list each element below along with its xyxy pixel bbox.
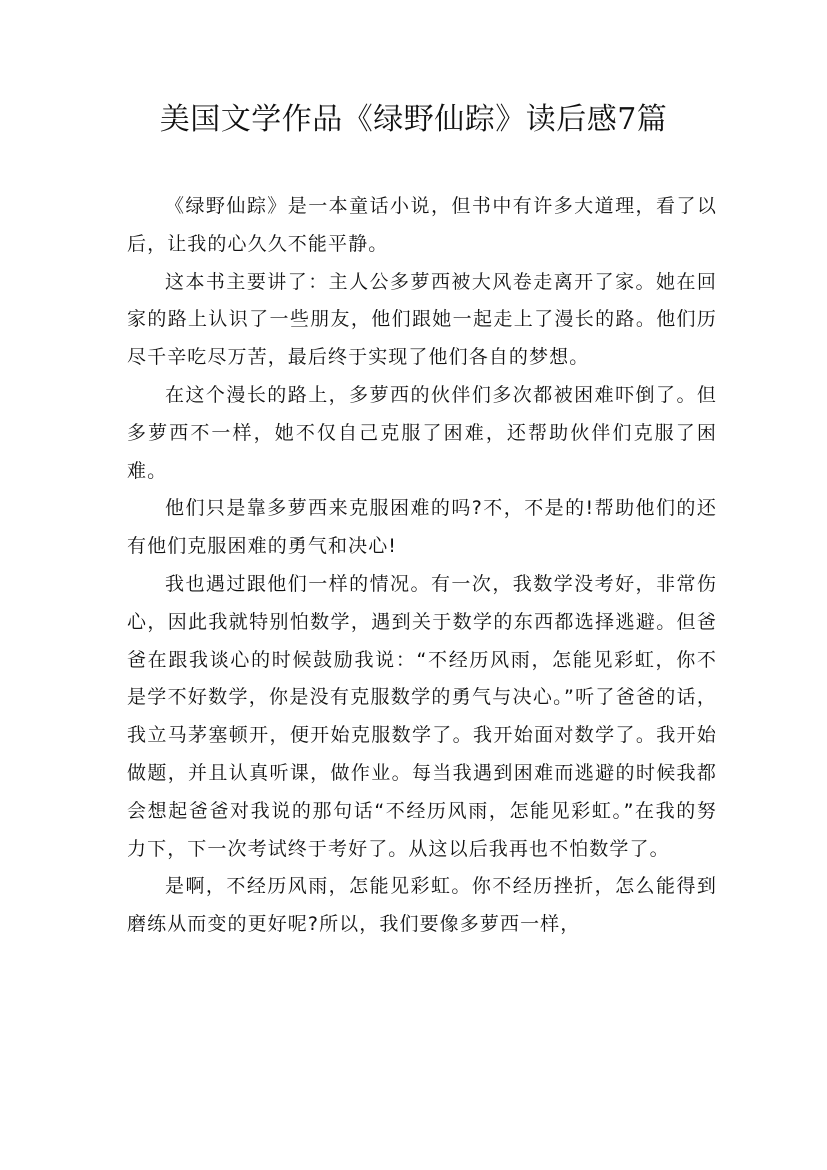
paragraph-5: 我也遇过跟他们一样的情况。有一次，我数学没考好，非常伤心，因此我就特别怕数学，遇到关于数学的东西都选择逃避。但爸爸在跟我谈心的时候鼓励我说：“不经历风雨，怎能见彩虹，你不是学不好数学，你是没有克服数学的勇气与决心。”听了爸爸的话，我立马茅塞顿开，便开始克服数学了。我开始面对数学了。我开始做题，并且认真听课，做作业。每当我遇到困难而逃避的时候我都会想起爸爸对我说的那句话“不经历风雨，怎能见彩虹。”在我的努力下，下一次考试终于考好了。从这以后我再也不怕数学了。 xyxy=(127,572,717,860)
document-title: 美国文学作品《绿野仙踪》读后感7篇 xyxy=(159,102,668,137)
paragraph-1: 《绿野仙踪》是一本童话小说，但书中有许多大道理，看了以后，让我的心久久不能平静。 xyxy=(127,195,717,255)
paragraph-4: 他们只是靠多萝西来克服困难的吗?不，不是的!帮助他们的还有他们克服困难的勇气和决心! xyxy=(127,497,717,558)
paragraph-2: 这本书主要讲了：主人公多萝西被大风卷走离开了家。她在回家的路上认识了一些朋友，他们跟她一起走上了漫长的路。他们历尽千辛吃尽万苦，最后终于实现了他们各自的梦想。 xyxy=(127,270,717,369)
paragraph-6: 是啊，不经历风雨，怎能见彩虹。你不经历挫折，怎么能得到磨练从而变的更好呢?所以，我们要像多萝西一样， xyxy=(127,875,717,936)
document-body xyxy=(127,188,717,944)
paragraph-3: 在这个漫长的路上，多萝西的伙伴们多次都被困难吓倒了。但多萝西不一样，她不仅自己克服了困难，还帮助伙伴们克服了困难。 xyxy=(127,383,717,482)
